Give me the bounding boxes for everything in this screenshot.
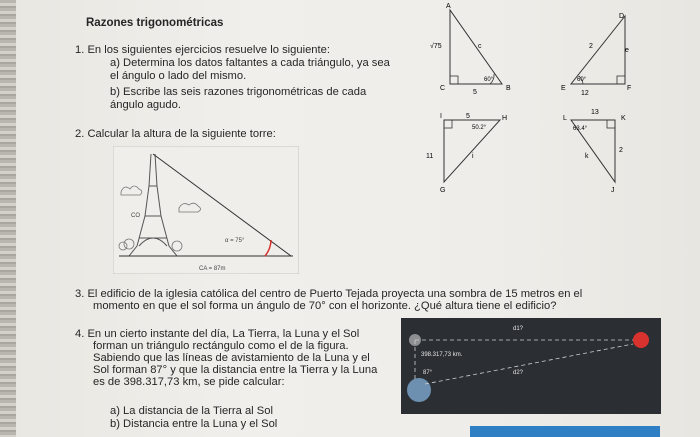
q1-b-line2: ángulo agudo. (110, 99, 181, 111)
triangle-abc (420, 0, 520, 100)
page-title: Razones trigonométricas (86, 17, 224, 29)
angle-60: 60° (484, 77, 494, 83)
vertex-c: C (440, 85, 446, 92)
q1-a-line1: a) Determina los datos faltantes a cada triángulo, ya sea (110, 57, 390, 69)
q4-line1: 4. En un cierto instante del día, La Tierra, la Luna y el Sol (75, 328, 360, 340)
vertex-a: A (446, 3, 451, 10)
top-5: 5 (466, 113, 470, 120)
base-12: 12 (581, 90, 589, 97)
vertex-i: I (440, 113, 442, 120)
angle-87-label: 87° (423, 370, 433, 376)
side-2-jkl: 2 (619, 147, 623, 154)
binding-edge (0, 0, 16, 437)
q3-line1: 3. El edificio de la iglesia católica del centro de Puerto Tejada proyecta una sombra de 15 metros en el (75, 288, 583, 300)
top-13: 13 (591, 109, 599, 116)
vertex-g: G (440, 187, 446, 194)
side-i: i (472, 153, 474, 160)
vertex-h: H (502, 115, 508, 122)
vertex-l: L (563, 115, 567, 122)
sun-icon (633, 332, 649, 348)
q2-text: 2. Calcular la altura de la siguiente torre: (75, 128, 276, 140)
q4-line4: Sol forman 87° y que la distancia entre la Tierra y la Luna (93, 364, 378, 376)
vertex-j: J (611, 187, 615, 194)
side-2: 2 (589, 43, 593, 50)
q4-line3: Sabiendo que las líneas de avistamiento de la Luna y el (93, 352, 370, 364)
d2-label: d2? (513, 370, 524, 376)
vertex-d: D (619, 13, 625, 20)
side-root75: √75 (430, 43, 442, 50)
triangle-jkl (555, 108, 645, 198)
side-11: 11 (426, 153, 434, 160)
vertex-f: F (627, 85, 632, 92)
side-k: k (585, 153, 589, 160)
q4-a: a) La distancia de la Tierra al Sol (110, 405, 273, 417)
angle-50: 50.2° (472, 125, 487, 131)
earth-sun-line (425, 344, 633, 384)
q1-b-line1: b) Escribe las seis razones trigonométricas de cada (110, 86, 367, 98)
q4-b: b) Distancia entre la Luna y el Sol (110, 418, 278, 430)
q3-line2: momento en que el sol forma un ángulo de 70° con el horizonte. ¿Qué altura tiene el edificio? (93, 300, 557, 312)
vertex-k: K (621, 115, 626, 122)
q4-line2: forman un triángulo rectángulo como el de la figura. (93, 340, 349, 352)
ca-label: CA = 87m (199, 266, 226, 272)
distance-label: 398.317,73 km. (421, 352, 463, 358)
blue-strip (470, 426, 660, 437)
earth-icon (407, 378, 431, 402)
angle-60-def: 60° (577, 77, 587, 83)
q1-intro: 1. En los siguientes ejercicios resuelve lo siguiente: (75, 44, 330, 56)
q1-a-line2: el ángulo o lado del mismo. (110, 70, 247, 82)
tower-figure (113, 146, 299, 274)
angle-63: 63.4° (573, 126, 588, 132)
vertex-e: E (561, 85, 566, 92)
angle-label: α = 75° (225, 238, 245, 244)
side-e: e (625, 47, 629, 54)
d1-label: d1? (513, 326, 524, 332)
co-label: CO (131, 213, 140, 219)
side-c: c (478, 43, 482, 50)
triangle-ghi (420, 108, 520, 198)
space-figure (401, 318, 661, 414)
triangle-def (555, 0, 645, 100)
q4-line5: es de 398.317,73 km, se pide calcular: (93, 376, 285, 388)
base-5: 5 (473, 89, 477, 96)
vertex-b: B (506, 85, 511, 92)
